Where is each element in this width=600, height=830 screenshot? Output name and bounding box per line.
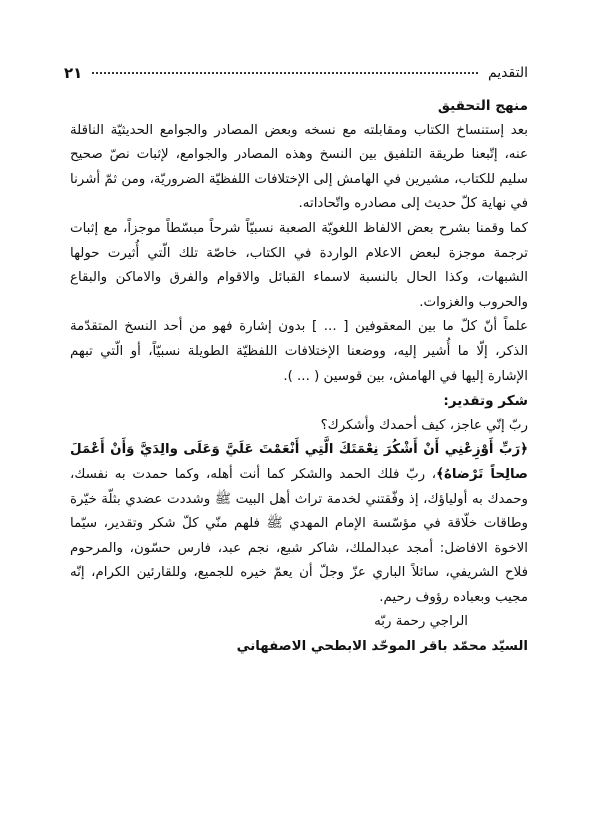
section-heading-methodology: منهج التحقيق	[437, 98, 528, 114]
page-body	[70, 94, 528, 660]
section-heading-thanks: شكر وتقدير:	[443, 393, 528, 410]
page-header	[64, 62, 528, 84]
thanks-text: ، ربّ فلك الحمد والشكر كما أنت أهله، وكما حمدت به نفسك، وحمدك به أولياؤك، إذ وفّقتني لخدمة تراث أهل البيت ﷺ وشددت عضدي بثلّة خيّرة وطاقات خلّاقة في مؤسّسة الإمام المهدي ﷺ فلهم منّي كلّ شكر وتقدير، سيّما الاخوة الافاضل: أمجد عبدالملك، شاكر شبع، نجم عبد، فارس حسّون، والمرحوم فلاح الشريفي، سائلاً الباري عزّ وجلّ أن يعمّ خيره للجميع، وللقارئين الكرام، إنّه مجيب وبعباده رؤوف رحيم.	[70, 466, 528, 605]
quran-verse: ﴿رَبِّ أَوْزِعْنِي أَنْ أَشْكُرَ نِعْمَتَكَ الَّتِي أَنْعَمْتَ عَلَيَّ وَعَلَى والِدَيَّ وَأَنْ أَعْمَلَ صالِحاً تَرْضاهُ﴾	[70, 442, 528, 482]
page-number: ٢١	[64, 64, 83, 82]
paragraph-methodology-1: بعد إستنساخ الكتاب ومقابلته مع نسخه وبعض المصادر والجوامع الحديثيّة الناقلة عنه، إتّبعنا طريقة التلفيق بين النسخ وهذه المصادر والجوامع، لإثبات نصّ صحيح سليم للكتاب، مشيرين في الهامش إلى الإختلافات اللفظيّة الضروريّة، ومن ثمّ أشرنا في نهاية كلّ حديث إلى مصادره واتّحاداته.	[70, 122, 528, 212]
running-title: التقديم	[487, 65, 528, 81]
paragraph-thanks-body	[70, 438, 528, 610]
author-signature: السيّد محمّد باقر الموحّد الابطحي الاصفهاني	[236, 639, 528, 655]
closing-line: الراجي رحمة ربّه	[374, 614, 468, 630]
header-dotted-rule	[92, 72, 478, 74]
paragraph-thanks-opening: ربّ إنّي عاجز، كيف أحمدك وأشكرك؟	[320, 417, 528, 433]
paragraph-methodology-2: كما وقمنا بشرح بعض الالفاظ اللغويّة الصعبة نسبيّاً شرحاً مبسّطاً موجزاً، مع إثبات ترجمة موجزة لبعض الاعلام الواردة في الكتاب، خاصّة تلك الّتي أُثيرت حولها الشبهات، وكذا الحال بالنسبة لاسماء القبائل والاقوام والفرق والاماكن والبقاع والحروب والغزوات.	[70, 220, 528, 310]
paragraph-methodology-3: علماً أنّ كلّ ما بين المعقوفين [ ... ] بدون إشارة فهو من أحد النسخ المتقدّمة الذكر، إلّا ما أُشير إليه، ووضعنا الإختلافات اللفظيّة الطويلة نسبيّاً، أو الّتي تبهم الإشارة إليها في الهامش، بين قوسين ( ... ).	[70, 319, 528, 384]
